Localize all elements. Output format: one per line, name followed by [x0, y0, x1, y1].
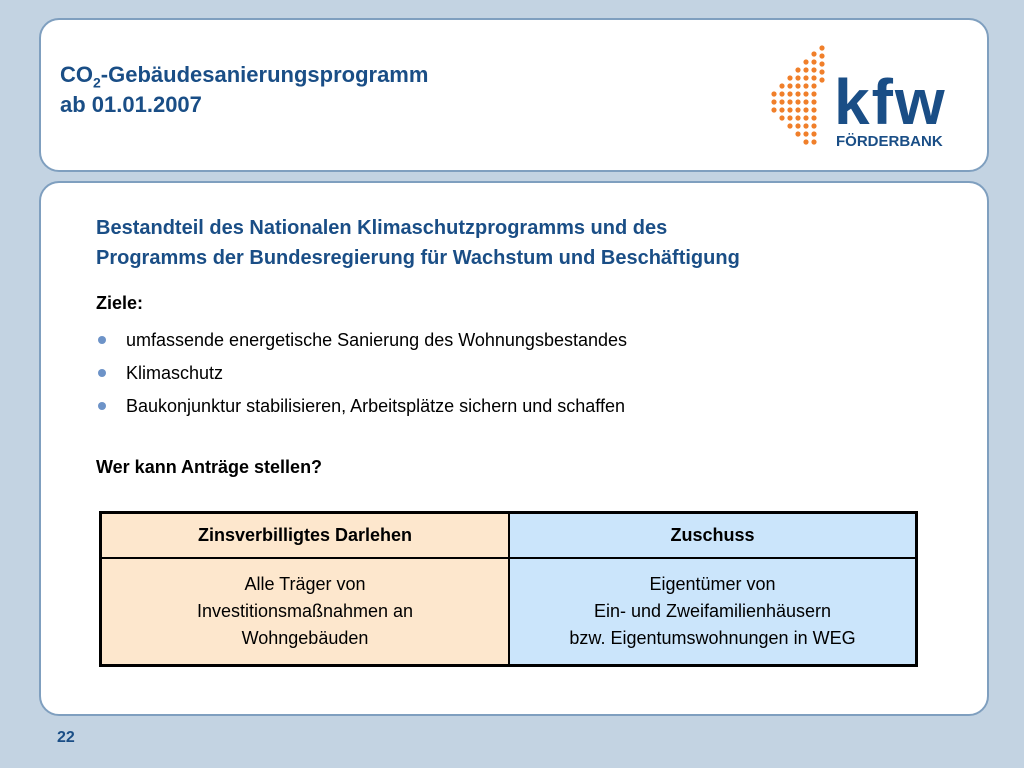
list-item: [96, 323, 627, 356]
goal-text: Klimaschutz: [126, 362, 224, 383]
logo-dot: [803, 83, 808, 88]
cell-line: Investitionsmaßnahmen an: [196, 601, 414, 621]
bullet-icon: [98, 402, 106, 410]
logo-dot: [811, 123, 816, 128]
logo-dot: [779, 115, 784, 120]
kfw-logo: [766, 44, 970, 152]
logo-dot: [795, 83, 800, 88]
cell-line: Eigentümer von: [649, 574, 776, 594]
table-header-grant: Zuschuss: [510, 514, 915, 559]
logo-dot: [811, 107, 816, 112]
logo-dot: [795, 91, 800, 96]
logo-dot: [771, 91, 776, 96]
logo-dot: [787, 99, 792, 104]
cell-line: Alle Träger von: [244, 574, 366, 594]
logo-dot: [803, 67, 808, 72]
logo-dot: [811, 131, 816, 136]
subtitle-line-2: Programms der Bundesregierung für Wachstum und Beschäftigung: [96, 247, 740, 269]
logo-dot: [819, 77, 824, 82]
logo-dot: [787, 115, 792, 120]
logo-dot: [803, 59, 808, 64]
table-cell-grant: [510, 559, 915, 664]
goals-list: [96, 323, 627, 422]
goal-text: umfassende energetische Sanierung des Wohnungsbestandes: [126, 329, 628, 350]
logo-dot: [811, 139, 816, 144]
logo-dot: [787, 75, 792, 80]
logo-tagline: FÖRDERBANK: [836, 133, 943, 150]
cell-line: bzw. Eigentumswohnungen in WEG: [569, 628, 856, 648]
logo-dot: [819, 45, 824, 50]
logo-dot: [803, 75, 808, 80]
logo-dot: [779, 91, 784, 96]
subtitle-line-1: Bestandteil des Nationalen Klimaschutzprogramms und des: [96, 217, 668, 239]
logo-dot: [811, 67, 816, 72]
logo-dot: [787, 123, 792, 128]
subtitle: [96, 213, 956, 273]
logo-dot: [803, 123, 808, 128]
logo-dot: [803, 91, 808, 96]
logo-dot: [819, 69, 824, 74]
logo-dot: [795, 131, 800, 136]
logo-dot: [811, 83, 816, 88]
title-subscript: 2: [93, 74, 101, 91]
bullet-icon: [98, 369, 106, 377]
logo-dot: [803, 115, 808, 120]
bullet-icon: [98, 336, 106, 344]
logo-dots-icon: [771, 45, 824, 144]
title-line-2: ab 01.01.2007: [60, 92, 202, 117]
list-item: [96, 389, 627, 422]
logo-dot: [795, 107, 800, 112]
logo-dot: [787, 83, 792, 88]
title-program: -Gebäudesanierungsprogramm: [100, 62, 429, 87]
logo-dot: [819, 53, 824, 58]
logo-dot: [811, 99, 816, 104]
logo-wordmark: kfw: [834, 66, 947, 138]
cell-line: Ein- und Zweifamilienhäusern: [593, 601, 832, 621]
list-item: [96, 356, 627, 389]
logo-dot: [811, 75, 816, 80]
logo-dot: [795, 123, 800, 128]
logo-dot: [803, 131, 808, 136]
logo-dot: [811, 51, 816, 56]
who-heading: Wer kann Anträge stellen?: [96, 457, 323, 477]
logo-dot: [779, 107, 784, 112]
logo-dot: [771, 99, 776, 104]
table-cell-loan: [102, 559, 510, 664]
logo-dot: [787, 91, 792, 96]
goals-heading: Ziele:: [96, 293, 144, 313]
logo-dot: [811, 115, 816, 120]
table-header-loan: Zinsverbilligtes Darlehen: [102, 514, 510, 559]
goal-text: Baukonjunktur stabilisieren, Arbeitsplätze sichern und schaffen: [126, 395, 625, 416]
logo-dot: [811, 59, 816, 64]
logo-dot: [795, 75, 800, 80]
logo-dot: [795, 99, 800, 104]
logo-dot: [811, 91, 816, 96]
logo-dot: [803, 139, 808, 144]
logo-dot: [803, 107, 808, 112]
logo-dot: [819, 61, 824, 66]
slide-title: [60, 60, 428, 120]
logo-dot: [779, 83, 784, 88]
logo-dot: [803, 99, 808, 104]
logo-dot: [779, 99, 784, 104]
applicants-table: [99, 511, 918, 667]
title-co: CO: [60, 62, 93, 87]
title-line-1: [60, 60, 428, 90]
cell-line: Wohngebäuden: [241, 628, 369, 648]
page-number: 22: [57, 729, 75, 746]
logo-dot: [771, 107, 776, 112]
logo-dot: [795, 115, 800, 120]
logo-dot: [795, 67, 800, 72]
logo-dot: [787, 107, 792, 112]
